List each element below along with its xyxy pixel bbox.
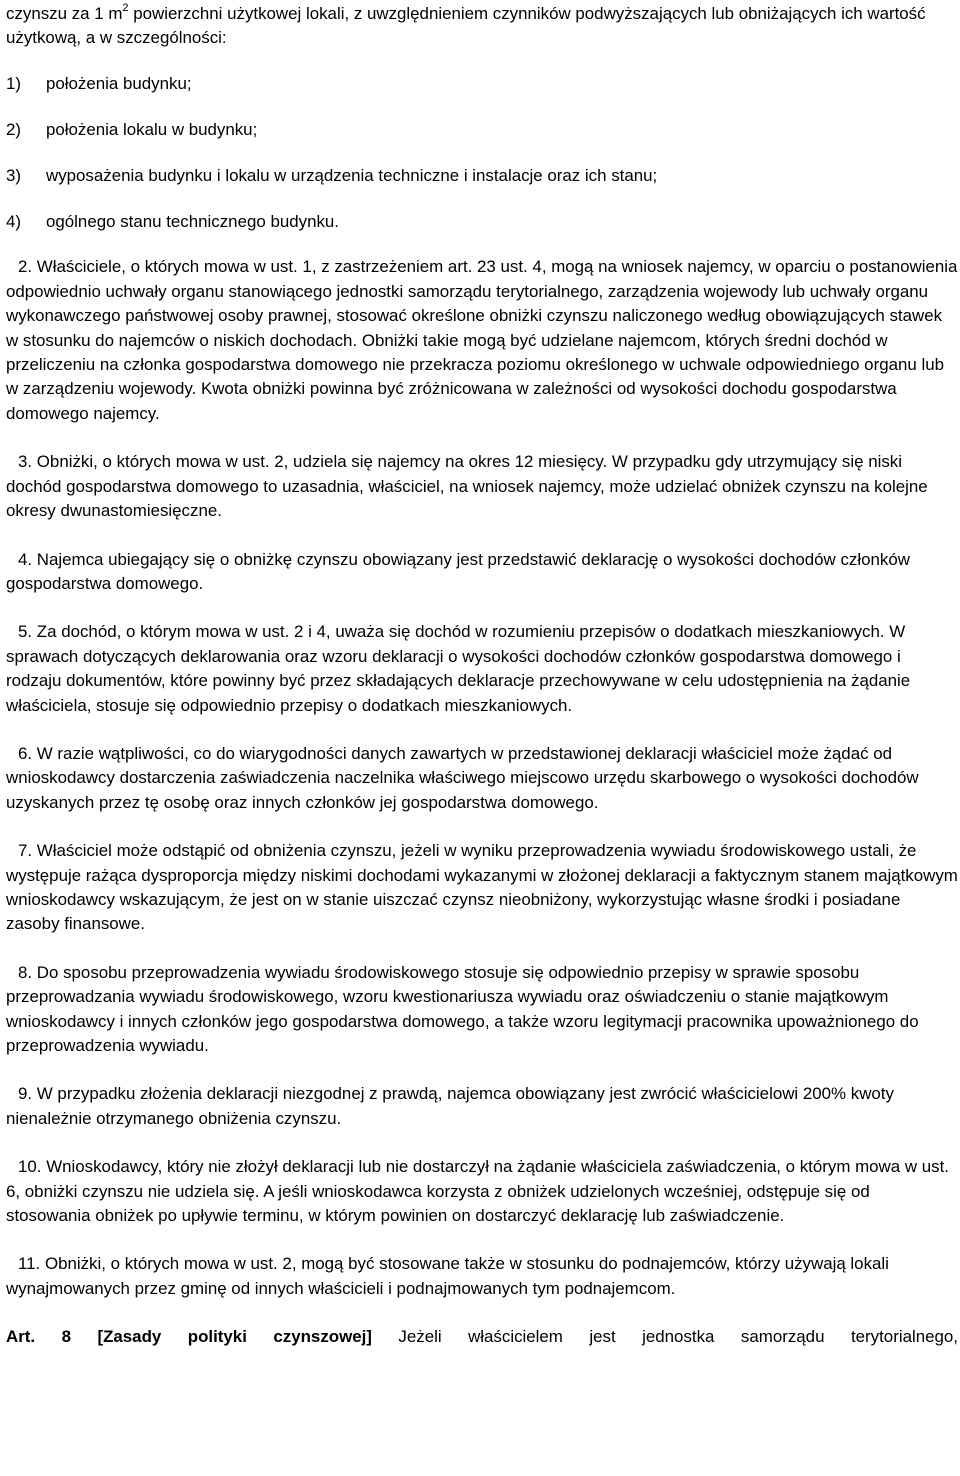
paragraph-number: 2.: [18, 257, 33, 277]
list-item: [6, 118, 958, 142]
paragraph-text: W razie wątpliwości, co do wiarygodności danych zawartych w przedstawionej deklaracji właściciel może żądać od wnioskodawcy dostarczenia zaświadczenia naczelnika właściwego miejscowo urzędu skarbowego o wysokości dochodów uzyskanych przez tę osobę oraz innych członków jej gospodarstwa domowego.: [6, 743, 919, 812]
list-item-number: 2): [6, 120, 22, 140]
intro-paragraph: [6, 0, 958, 51]
list-item-text: ogólnego stanu technicznego budynku.: [46, 212, 339, 232]
paragraph-text: Za dochód, o którym mowa w ust. 2 i 4, uważa się dochód w rozumieniu przepisów o dodatkach mieszkaniowych. W sprawach dotyczących deklarowania oraz wzoru deklaracji o wysokości dochodów członków gospodarstwa domowego i rodzaju dokumentów, które powinny być przez składających deklaracje przechowywane w celu udostępnienia na żądanie właściciela, stosuje się odpowiednio przepisy o dodatkach mieszkaniowych.: [6, 622, 911, 715]
paragraph-number: 11.: [18, 1254, 41, 1274]
paragraph-8: [6, 961, 958, 1059]
superscript: 2: [122, 2, 129, 14]
paragraph-number: 6.: [18, 743, 33, 763]
paragraph-11: [6, 1252, 958, 1301]
list-item-number: 4): [6, 212, 22, 232]
paragraph-5: [6, 620, 958, 718]
paragraph-text: Obniżki, o których mowa w ust. 2, mogą być stosowane także w stosunku do podnajemców, którzy używają lokali wynajmowanych przez gminę od innych właścicieli i podnajmowanych tym podnajemcom.: [6, 1254, 889, 1298]
paragraph-number: 10.: [18, 1157, 42, 1177]
list-item: [6, 164, 958, 188]
list-item: [6, 210, 958, 234]
paragraph-number: 5.: [18, 622, 33, 642]
list-item-text: wyposażenia budynku i lokalu w urządzenia techniczne i instalacje oraz ich stanu;: [46, 166, 658, 186]
paragraph-3: [6, 450, 958, 523]
intro-text-end: powierzchni użytkowej lokali, z uwzględnieniem czynników podwyższających lub obniżających ich wartość użytkową, a w szczególności:: [6, 4, 926, 48]
document-page: [6, 0, 958, 1350]
paragraph-7: [6, 839, 958, 937]
paragraph-text: Do sposobu przeprowadzenia wywiadu środowiskowego stosuje się odpowiednio przepisy w sprawie sposobu przeprowadzania wywiadu środowiskowego, wzoru kwestionariusza wywiadu oraz oświadczeniu o stanie majątkowym wnioskodawcy i innych członków jego gospodarstwa domowego, a także wzoru legitymacji pracownika upoważnionego do przeprowadzenia wywiadu.: [6, 962, 919, 1055]
list-item-text: położenia budynku;: [46, 74, 192, 94]
paragraph-2: [6, 255, 958, 426]
paragraph-9: [6, 1082, 958, 1131]
paragraph-text: Obniżki, o których mowa w ust. 2, udziela się najemcy na okres 12 miesięcy. W przypadku gdy utrzymujący się niski dochód gospodarstwa domowego to uzasadnia, właściciel, na wniosek najemcy, może udzielać obniżek czynszu na kolejne okresy dwunastomiesięczne.: [6, 452, 928, 521]
article-text: Jeżeli właścicielem jest jednostka samorządu terytorialnego,: [398, 1327, 958, 1347]
article-label: Art. 8: [6, 1327, 71, 1347]
article-title: [Zasady polityki czynszowej]: [97, 1327, 372, 1347]
paragraph-number: 4.: [18, 549, 33, 569]
article-8-heading: [6, 1325, 958, 1349]
paragraph-text: Właściciele, o których mowa w ust. 1, z zastrzeżeniem art. 23 ust. 4, mogą na wniosek najemcy, w oparciu o postanowienia odpowiednio uchwały organu stanowiącego jednostki samorządu terytorialnego, zarządzenia wojewody lub uchwały organu wykonawczego państwowej osoby prawnej, stosować określone obniżki czynszu naliczonego według obowiązujących stawek w stosunku do najemców o niskich dochodach. Obniżki takie mogą być udzielane najemcom, których średni dochód w przeliczeniu na członka gospodarstwa domowego nie przekracza poziomu określonego w uchwale odpowiedniego organu lub w zarządzeniu wojewody. Kwota obniżki powinna być zróżnicowana w zależności od wysokości dochodu gospodarstwa domowego najemcy.: [6, 257, 958, 423]
paragraph-10: [6, 1155, 958, 1228]
paragraph-number: 9.: [18, 1084, 33, 1104]
intro-text-start: czynszu za 1 m: [6, 4, 123, 23]
paragraph-text: Właściciel może odstąpić od obniżenia czynszu, jeżeli w wyniku przeprowadzenia wywiadu środowiskowego ustali, że występuje rażąca dysproporcja między niskimi dochodami wykazanymi w złożonej deklaracji a faktycznym stanem majątkowym wnioskodawcy wskazującym, że jest on w stanie uiszczać czynsz nieobniżony, wykorzystując własne środki i posiadane zasoby finansowe.: [6, 841, 958, 934]
paragraph-6: [6, 742, 958, 815]
paragraph-text: Najemca ubiegający się o obniżkę czynszu obowiązany jest przedstawić deklarację o wysokości dochodów członków gospodarstwa domowego.: [6, 549, 910, 593]
paragraph-4: [6, 548, 958, 597]
paragraph-number: 3.: [18, 452, 33, 472]
list-item-number: 3): [6, 166, 22, 186]
paragraph-number: 8.: [18, 962, 33, 982]
criteria-list: [6, 72, 958, 234]
paragraph-number: 7.: [18, 841, 33, 861]
paragraph-text: W przypadku złożenia deklaracji niezgodnej z prawdą, najemca obowiązany jest zwrócić właścicielowi 200% kwoty nienależnie otrzymanego obniżenia czynszu.: [6, 1084, 894, 1128]
list-item: [6, 72, 958, 96]
paragraph-text: Wnioskodawcy, który nie złożył deklaracji lub nie dostarczył na żądanie właściciela zaświadczenia, o którym mowa w ust. 6, obniżki czynszu nie udziela się. A jeśli wnioskodawca korzysta z obniżek udzielonych wcześniej, odstępuje się od stosowania obniżek po upływie terminu, w którym powinien on dostarczyć deklarację lub zaświadczenie.: [6, 1157, 949, 1226]
list-item-text: położenia lokalu w budynku;: [46, 120, 258, 140]
list-item-number: 1): [6, 74, 22, 94]
